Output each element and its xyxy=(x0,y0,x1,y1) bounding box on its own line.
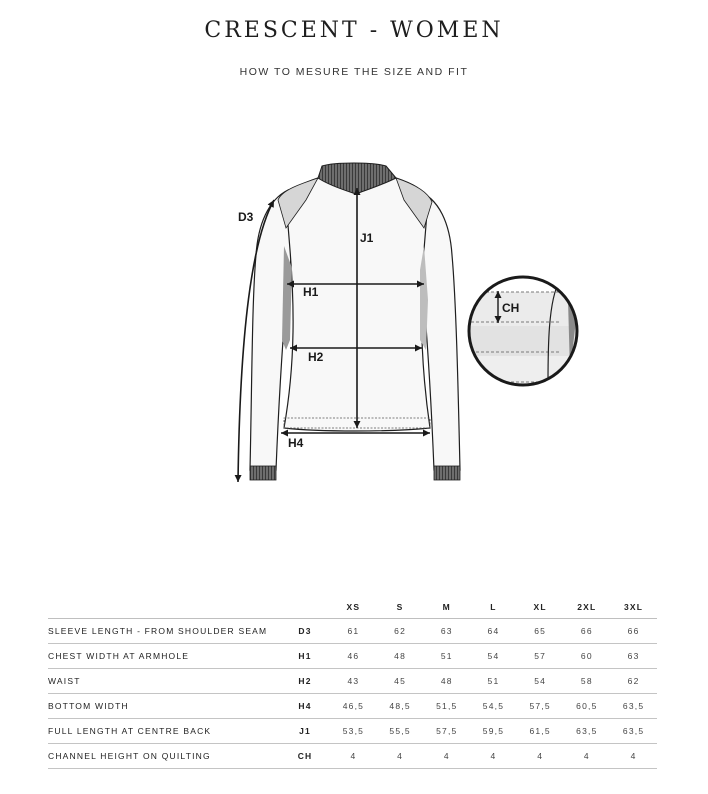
row-label: WAIST xyxy=(48,669,280,694)
size-header-xs: XS xyxy=(330,596,377,619)
value-cell: 63,5 xyxy=(564,719,611,744)
value-cell: 51 xyxy=(470,669,517,694)
row-label: BOTTOM WIDTH xyxy=(48,694,280,719)
value-cell: 46 xyxy=(330,644,377,669)
right-cuff xyxy=(434,466,460,480)
header-code-cell xyxy=(280,596,330,619)
quilting-detail xyxy=(466,277,586,385)
value-cell: 57,5 xyxy=(423,719,470,744)
value-cell: 66 xyxy=(610,619,657,644)
row-label: CHEST WIDTH AT ARMHOLE xyxy=(48,644,280,669)
value-cell: 4 xyxy=(330,744,377,769)
value-cell: 63,5 xyxy=(610,694,657,719)
value-cell: 62 xyxy=(610,669,657,694)
value-cell: 54,5 xyxy=(470,694,517,719)
value-cell: 54 xyxy=(470,644,517,669)
d3-label: D3 xyxy=(238,210,254,224)
h1-label: H1 xyxy=(303,285,319,299)
table-row-waist xyxy=(48,669,657,694)
value-cell: 48 xyxy=(423,669,470,694)
value-cell: 43 xyxy=(330,669,377,694)
table-row-chest-width xyxy=(48,644,657,669)
h4-label: H4 xyxy=(288,436,304,450)
value-cell: 51 xyxy=(423,644,470,669)
value-cell: 46,5 xyxy=(330,694,377,719)
size-header-row xyxy=(48,596,657,619)
value-cell: 63 xyxy=(423,619,470,644)
value-cell: 61,5 xyxy=(517,719,564,744)
size-header-xl: XL xyxy=(517,596,564,619)
value-cell: 4 xyxy=(564,744,611,769)
row-code: H2 xyxy=(280,669,330,694)
table-row-bottom-width xyxy=(48,694,657,719)
value-cell: 61 xyxy=(330,619,377,644)
size-header-3xl: 3XL xyxy=(610,596,657,619)
value-cell: 64 xyxy=(470,619,517,644)
row-code: D3 xyxy=(280,619,330,644)
table-row-sleeve-length xyxy=(48,619,657,644)
value-cell: 48,5 xyxy=(377,694,424,719)
value-cell: 57 xyxy=(517,644,564,669)
size-header-s: S xyxy=(377,596,424,619)
value-cell: 63,5 xyxy=(610,719,657,744)
left-cuff xyxy=(250,466,276,480)
value-cell: 53,5 xyxy=(330,719,377,744)
row-code: J1 xyxy=(280,719,330,744)
ch-label: CH xyxy=(502,301,520,315)
size-header-l: L xyxy=(470,596,517,619)
j1-label: J1 xyxy=(360,231,374,245)
value-cell: 57,5 xyxy=(517,694,564,719)
header-label-cell xyxy=(48,596,280,619)
value-cell: 4 xyxy=(423,744,470,769)
value-cell: 55,5 xyxy=(377,719,424,744)
row-code: CH xyxy=(280,744,330,769)
table-row-channel-height xyxy=(48,744,657,769)
h2-label: H2 xyxy=(308,350,324,364)
value-cell: 4 xyxy=(377,744,424,769)
row-label: CHANNEL HEIGHT ON QUILTING xyxy=(48,744,280,769)
value-cell: 63 xyxy=(610,644,657,669)
row-code: H4 xyxy=(280,694,330,719)
table-row-full-length xyxy=(48,719,657,744)
value-cell: 45 xyxy=(377,669,424,694)
value-cell: 51,5 xyxy=(423,694,470,719)
value-cell: 60,5 xyxy=(564,694,611,719)
page-subtitle: HOW TO MESURE THE SIZE AND FIT xyxy=(239,66,469,78)
row-label: FULL LENGTH AT CENTRE BACK xyxy=(48,719,280,744)
value-cell: 59,5 xyxy=(470,719,517,744)
row-label: SLEEVE LENGTH - FROM SHOULDER SEAM xyxy=(48,619,280,644)
size-chart-table xyxy=(48,596,657,769)
value-cell: 4 xyxy=(517,744,564,769)
value-cell: 65 xyxy=(517,619,564,644)
size-header-2xl: 2XL xyxy=(564,596,611,619)
value-cell: 48 xyxy=(377,644,424,669)
value-cell: 66 xyxy=(564,619,611,644)
value-cell: 4 xyxy=(610,744,657,769)
page-title: CRESCENT - WOMEN xyxy=(204,18,504,43)
value-cell: 54 xyxy=(517,669,564,694)
row-code: H1 xyxy=(280,644,330,669)
value-cell: 58 xyxy=(564,669,611,694)
value-cell: 62 xyxy=(377,619,424,644)
value-cell: 60 xyxy=(564,644,611,669)
size-header-m: M xyxy=(423,596,470,619)
value-cell: 4 xyxy=(470,744,517,769)
